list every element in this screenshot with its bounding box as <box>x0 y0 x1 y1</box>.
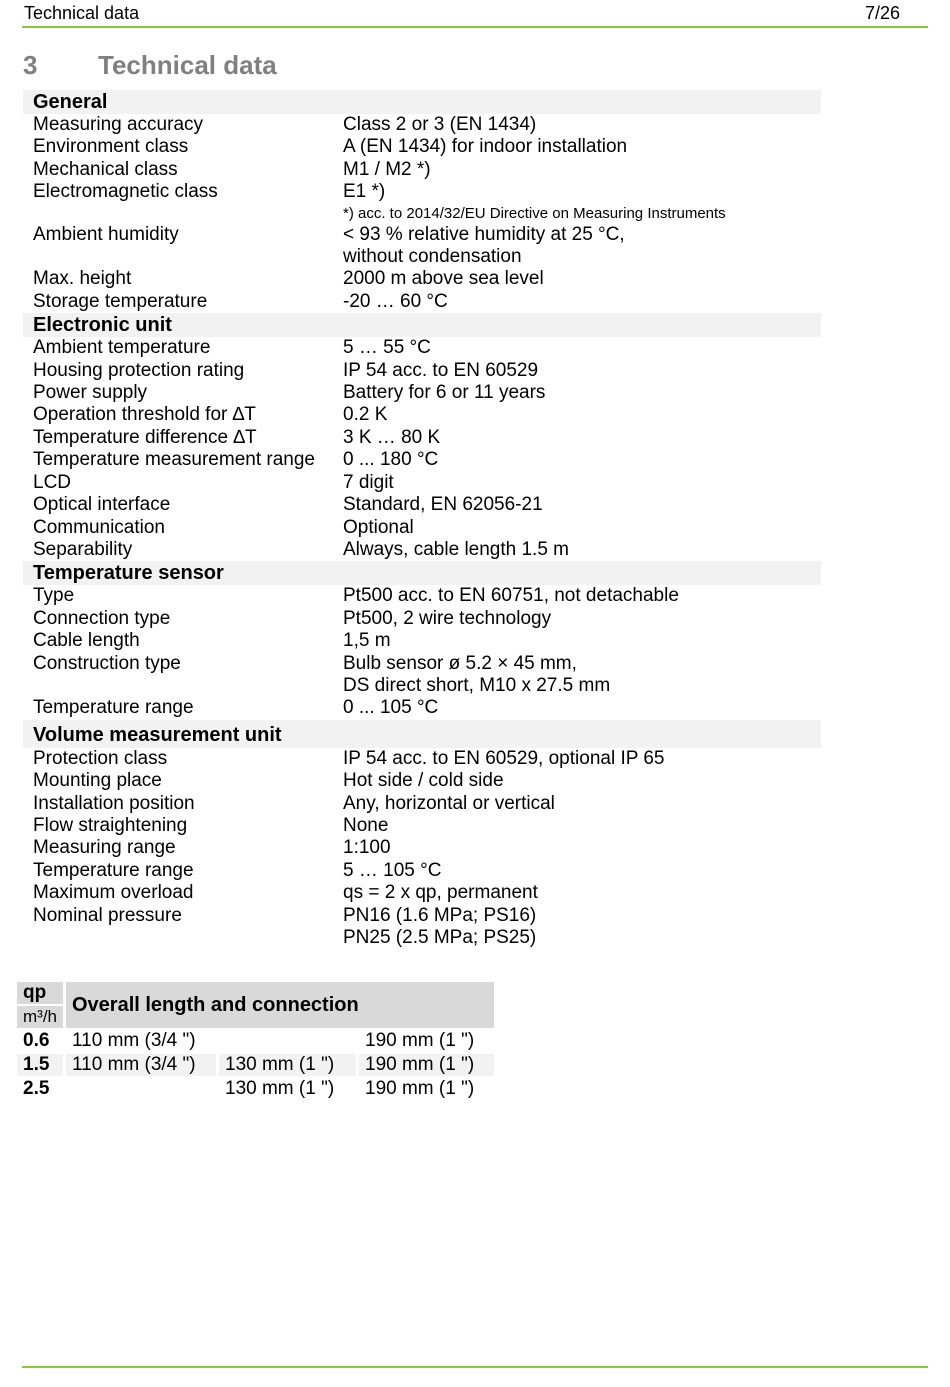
spec-row <box>23 697 821 719</box>
spec-value-cell <box>343 793 821 815</box>
spec-value: 5 … 105 °C <box>343 859 442 881</box>
spec-value: 1:100 <box>343 837 391 859</box>
spec-label: Nominal pressure <box>33 904 182 926</box>
spec-value: IP 54 acc. to EN 60529, optional IP 65 <box>343 747 665 769</box>
qp-value: 0.6 <box>23 1030 50 1051</box>
section-title: Technical data <box>98 50 277 80</box>
spec-value-cell <box>343 770 821 792</box>
spec-label: Temperature difference ∆T <box>33 426 257 448</box>
spec-value: Bulb sensor ø 5.2 × 45 mm, <box>343 652 577 674</box>
unit-header: m³/h <box>17 1006 63 1028</box>
spec-value-cell <box>343 815 821 837</box>
spec-row <box>23 630 821 652</box>
spec-value-cell <box>343 159 821 181</box>
group-heading: Volume measurement unit <box>23 720 821 748</box>
spec-label: Maximum overload <box>33 882 194 904</box>
spec-value: 0.2 K <box>343 404 388 426</box>
spec-row <box>23 427 821 449</box>
spec-value: qs = 2 x qp, permanent <box>343 882 538 904</box>
table-row <box>17 1054 494 1076</box>
spec-value-cell <box>343 905 821 950</box>
spec-value-cell <box>343 517 821 539</box>
spec-row <box>23 494 821 516</box>
spec-value-cell <box>343 427 821 449</box>
spec-label: Temperature measurement range <box>33 449 315 471</box>
spec-value: 1,5 m <box>343 630 391 652</box>
spec-label: Type <box>33 585 75 607</box>
length-cell: 130 mm (1 ") <box>219 1054 356 1076</box>
spec-row <box>23 517 821 539</box>
spec-value: 0 ... 180 °C <box>343 449 439 471</box>
spec-row <box>23 882 821 904</box>
spec-value-cell <box>343 837 821 859</box>
group-heading: General <box>23 90 821 114</box>
length-cell: 110 mm (3/4 ") <box>72 1030 196 1051</box>
spec-value-continued: without condensation <box>343 246 522 268</box>
spec-label: Power supply <box>33 382 148 404</box>
spec-value-cell <box>343 291 821 313</box>
spec-label: Temperature range <box>33 697 194 719</box>
spec-row <box>23 181 821 223</box>
spec-label: Cable length <box>33 630 140 652</box>
spec-value: None <box>343 814 389 836</box>
spec-row <box>23 268 821 290</box>
spec-value-continued: DS direct short, M10 x 27.5 mm <box>343 674 611 696</box>
spec-value-cell <box>343 114 821 136</box>
spec-value: Optional <box>343 516 414 538</box>
spec-value-cell <box>343 337 821 359</box>
spec-value-cell <box>343 653 821 698</box>
spec-row <box>23 224 821 269</box>
spec-row <box>23 382 821 404</box>
spec-value-cell <box>343 882 821 904</box>
spec-value-cell <box>343 268 821 290</box>
spec-value: 2000 m above sea level <box>343 268 544 290</box>
spec-row <box>23 404 821 426</box>
spec-label: Construction type <box>33 652 181 674</box>
spec-value: Any, horizontal or vertical <box>343 792 555 814</box>
spec-row <box>23 770 821 792</box>
spec-value: Standard, EN 62056-21 <box>343 494 543 516</box>
section-heading <box>23 50 277 81</box>
spec-label: Mechanical class <box>33 158 178 180</box>
page-header <box>22 0 928 28</box>
spec-row <box>23 449 821 471</box>
length-cell: 110 mm (3/4 ") <box>66 1054 216 1076</box>
spec-label: Installation position <box>33 792 195 814</box>
spec-value: 5 … 55 °C <box>343 337 431 359</box>
spec-value-cell <box>343 449 821 471</box>
spec-row <box>23 472 821 494</box>
spec-row <box>23 748 821 770</box>
spec-value: < 93 % relative humidity at 25 °C, <box>343 223 625 245</box>
spec-value-cell <box>343 697 821 719</box>
header-title: Technical data <box>24 3 140 23</box>
spec-value-cell <box>343 494 821 516</box>
spec-row <box>23 159 821 181</box>
spec-row <box>23 114 821 136</box>
spec-value: -20 … 60 °C <box>343 290 448 312</box>
spec-row <box>23 337 821 359</box>
spec-label: Storage temperature <box>33 290 208 312</box>
spec-footnote: *) acc. to 2014/32/EU Directive on Measuring Instruments <box>343 204 726 222</box>
spec-value: PN16 (1.6 MPa; PS16) <box>343 904 537 926</box>
spec-label: Environment class <box>33 136 189 158</box>
spec-value-cell <box>343 748 821 770</box>
spec-label: Ambient temperature <box>33 337 211 359</box>
spec-value: Hot side / cold side <box>343 770 504 792</box>
spec-table <box>23 90 821 949</box>
length-cell: 190 mm (1 ") <box>359 1054 494 1076</box>
length-cell <box>219 1030 356 1052</box>
group-heading: Temperature sensor <box>23 561 821 585</box>
spec-label: Max. height <box>33 268 132 290</box>
spec-label: LCD <box>33 471 72 493</box>
table-row <box>17 1078 494 1100</box>
spec-value-cell <box>343 608 821 630</box>
spec-value: IP 54 acc. to EN 60529 <box>343 359 539 381</box>
spec-row <box>23 585 821 607</box>
spec-label: Separability <box>33 538 133 560</box>
qp-value: 1.5 <box>17 1054 63 1076</box>
spec-label: Communication <box>33 516 165 538</box>
length-cell: 190 mm (1 ") <box>365 1078 475 1099</box>
spec-value: Class 2 or 3 (EN 1434) <box>343 114 537 135</box>
spec-value: Battery for 6 or 11 years <box>343 382 546 404</box>
spec-label: Measuring range <box>33 837 176 859</box>
spec-row <box>23 860 821 882</box>
group-heading: Electronic unit <box>23 313 821 337</box>
spec-row <box>23 136 821 158</box>
spec-label: Optical interface <box>33 494 171 516</box>
spec-value-cell <box>343 404 821 426</box>
length-cell: 130 mm (1 ") <box>225 1078 335 1099</box>
spec-value: 7 digit <box>343 471 394 493</box>
length-cell: 190 mm (1 ") <box>365 1030 475 1051</box>
spec-value-cell <box>343 136 821 158</box>
page-number: 7/26 <box>864 3 900 23</box>
spec-label: Temperature range <box>33 859 194 881</box>
spec-label: Mounting place <box>33 770 162 792</box>
qp-header: qp <box>17 982 63 1004</box>
table-row <box>17 1030 494 1052</box>
spec-value-cell <box>343 539 821 561</box>
spec-value: M1 / M2 *) <box>343 158 431 180</box>
qp-value: 2.5 <box>23 1078 50 1099</box>
spec-row <box>23 905 821 950</box>
length-cell <box>66 1078 216 1100</box>
spec-value: Always, cable length 1.5 m <box>343 538 570 560</box>
spec-value-cell <box>343 585 821 607</box>
spec-value-continued: PN25 (2.5 MPa; PS25) <box>343 927 537 948</box>
spec-label: Electromagnetic class <box>33 181 218 203</box>
spec-label: Operation threshold for ∆T <box>33 404 256 426</box>
length-connection-table <box>14 980 497 1102</box>
spec-value-cell <box>343 472 821 494</box>
spec-value: E1 *) <box>343 181 386 203</box>
spec-label: Ambient humidity <box>33 223 179 245</box>
table-title: Overall length and connection <box>66 982 494 1028</box>
spec-value-cell <box>343 224 821 269</box>
spec-label: Connection type <box>33 607 171 629</box>
spec-row <box>23 291 821 313</box>
footer-divider <box>22 1366 928 1368</box>
spec-value-cell <box>343 382 821 404</box>
spec-row <box>23 608 821 630</box>
spec-value: A (EN 1434) for indoor installation <box>343 136 628 158</box>
spec-row <box>23 793 821 815</box>
spec-label: Measuring accuracy <box>33 114 204 135</box>
spec-label: Flow straightening <box>33 814 188 836</box>
spec-value: Pt500 acc. to EN 60751, not detachable <box>343 585 679 607</box>
spec-row <box>23 539 821 561</box>
spec-value: Pt500, 2 wire technology <box>343 607 552 629</box>
section-number: 3 <box>23 50 38 80</box>
spec-row <box>23 837 821 859</box>
spec-label: Housing protection rating <box>33 359 245 381</box>
spec-value: 3 K … 80 K <box>343 426 441 448</box>
spec-value: 0 ... 105 °C <box>343 697 439 719</box>
spec-row <box>23 653 821 698</box>
spec-label: Protection class <box>33 747 168 769</box>
spec-row <box>23 815 821 837</box>
spec-value-cell <box>343 360 821 382</box>
spec-value-cell <box>343 860 821 882</box>
spec-row <box>23 360 821 382</box>
spec-value-cell <box>343 630 821 652</box>
spec-value-cell <box>343 181 821 223</box>
